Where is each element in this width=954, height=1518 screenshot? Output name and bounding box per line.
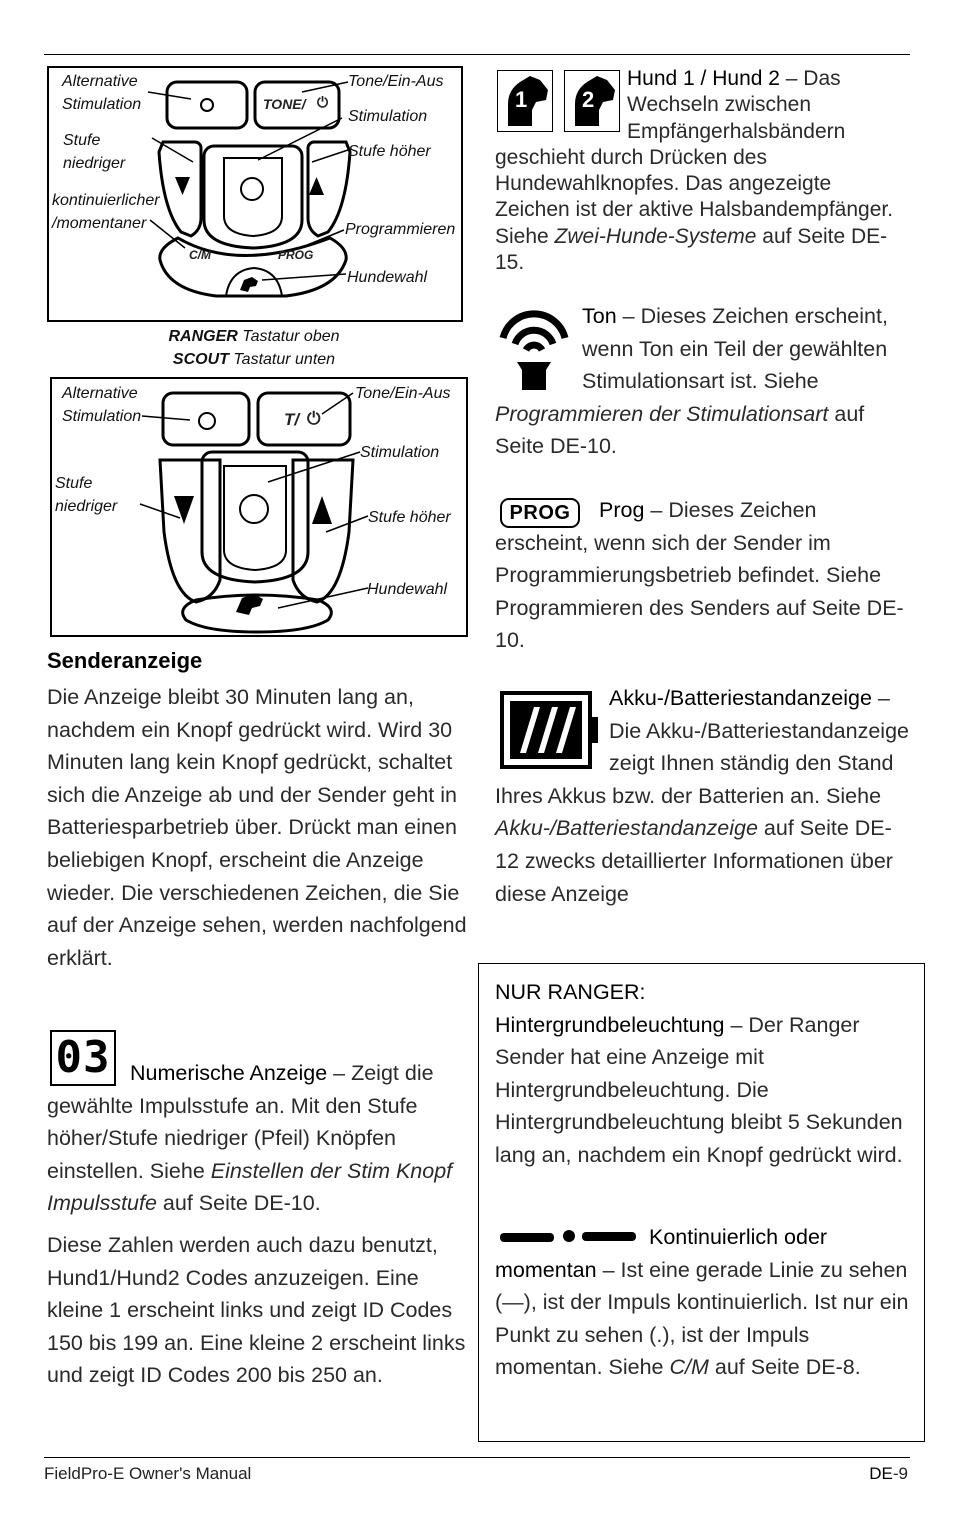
footer-page-prefix: DE	[869, 1464, 893, 1483]
scout-label-stim: Stimulation	[360, 444, 440, 461]
dog-2-number: 2	[582, 87, 595, 112]
hund-paragraph	[495, 66, 907, 276]
ranger-box-paragraph	[495, 976, 910, 1172]
cm-ref: C/M	[669, 1355, 709, 1380]
prog-text: – Dieses Zeichen erscheint, wenn sich der Sender im Programmierungsbetrieb befindet. Siehe Programmieren des Senders auf Seite DE-10.	[495, 498, 904, 653]
ton-text2: auf Seite DE-10.	[495, 401, 865, 459]
numeric-display-digits: 03	[55, 1032, 111, 1083]
ranger-label-alt-stim: Alternative Stimulation	[62, 73, 142, 113]
caption-ranger-rest: Tastatur oben	[237, 328, 340, 345]
akku-text2: auf Seite DE-12 zwecks detaillierter Informationen über diese Anzeige	[495, 816, 893, 906]
scout-label-higher: Stufe höher	[368, 509, 451, 526]
ranger-label-lower: Stufe niedriger	[63, 132, 126, 172]
power-icon: ⏻	[317, 94, 329, 110]
footer-page-number	[869, 1464, 908, 1484]
ton-term: Ton	[582, 304, 617, 328]
ranger-box-title: NUR RANGER:	[495, 980, 646, 1004]
akku-paragraph	[495, 682, 910, 910]
bottom-rule	[44, 1457, 910, 1458]
intro-paragraph	[47, 681, 467, 974]
ranger-label-higher: Stufe höher	[348, 143, 431, 160]
footer-page-suffix: -9	[892, 1464, 908, 1483]
scout-key-tone: T/	[284, 410, 300, 429]
ranger-label-tone: Tone/Ein-Aus	[348, 73, 444, 90]
footer-manual-title: FieldPro-E Owner's Manual	[44, 1464, 252, 1483]
prog-icon-text: PROG	[509, 501, 571, 524]
scout-label-tone: Tone/Ein-Aus	[355, 385, 451, 402]
ton-paragraph	[495, 300, 910, 463]
dog-1-number: 1	[515, 87, 528, 112]
numeric-paragraph	[47, 1057, 467, 1220]
power-icon: ⏻	[307, 409, 321, 428]
numeric-term: Numerische Anzeige	[130, 1061, 328, 1085]
ranger-label-stim: Stimulation	[348, 108, 428, 125]
hund-text2: auf Seite DE-15.	[495, 224, 888, 275]
ranger-key-cm: C/M	[189, 248, 211, 262]
caption-scout: SCOUT	[172, 351, 229, 368]
cm-text1: – Ist eine gerade Linie zu sehen (—), ist der Impuls kontinuierlich. Ist nur ein Punkt zu sehen (.), ist der Impuls momentan. Siehe	[495, 1257, 909, 1380]
cm-text2: auf Seite DE-8.	[708, 1355, 861, 1380]
numeric-text1: – Zeigt die gewählte Impulsstufe an. Mit den Stufe höher/Stufe niedriger (Pfeil) Knöpfen einstellen. Siehe	[47, 1061, 434, 1183]
ranger-label-prog: Programmieren	[345, 221, 456, 238]
ton-text1: – Dieses Zeichen erscheint, wenn Ton ein Teil der gewählten Stimulationsart ist. Siehe	[582, 304, 888, 394]
ranger-label-dog: Hundewahl	[347, 269, 428, 286]
hund-text1: – Das Wechseln zwischen Empfängerhalsbändern geschieht durch Drücken des Hundewahlknopfes. Das angezeigte Zeichen ist der aktive Halsbandempfänger. Siehe	[495, 67, 894, 248]
akku-text1: – Die Akku-/Batteriestandanzeige zeigt Ihnen ständig den Stand Ihres Akkus bzw. der Batterien an. Siehe	[495, 686, 909, 808]
scout-label-alt-stim: Alternative Stimulation	[62, 385, 142, 425]
akku-ref: Akku-/Batteriestandanzeige	[495, 816, 758, 841]
akku-term: Akku-/Batteriestandanzeige	[609, 686, 872, 710]
codes-paragraph	[47, 1229, 467, 1392]
ranger-box-text: – Der Ranger Sender hat eine Anzeige mit Hintergrundbeleuchtung. Die Hintergrundbeleuchtung bleibt 5 Sekunden lang an, nachdem ein Knopf gedrückt wird.	[495, 1012, 903, 1167]
scout-label-dog: Hundewahl	[367, 581, 448, 598]
ton-ref: Programmieren der Stimulationsart	[495, 401, 829, 426]
cm-term: Kontinuierlich oder momentan	[495, 1225, 828, 1282]
ranger-key-prog: PROG	[278, 248, 314, 262]
caption-scout-rest: Tastatur unten	[228, 351, 336, 368]
scout-label-lower: Stufe niedriger	[55, 475, 118, 515]
numeric-text2: auf Seite DE-10.	[156, 1191, 321, 1216]
section-heading: Senderanzeige	[47, 648, 203, 673]
numeric-ref: Einstellen der Stim Knopf Impulsstufe	[47, 1158, 453, 1216]
ranger-box-term: Hintergrundbeleuchtung	[495, 1012, 725, 1037]
prog-term: Prog	[599, 498, 645, 522]
prog-paragraph	[495, 494, 910, 657]
ranger-key-tone: TONE/	[263, 96, 306, 112]
codes-text: Diese Zahlen werden auch dazu benutzt, Hund1/Hund2 Codes anzuzeigen. Eine kleine 1 erscheint links und zeigt ID Codes 150 bis 199 an. Eine kleine 2 erscheint links und zeigt ID Codes 200 bis 250 an.	[47, 1233, 466, 1388]
hund-ref: Zwei-Hunde-Systeme	[554, 224, 757, 248]
cm-paragraph	[495, 1221, 910, 1384]
ranger-label-cm: kontinuierlicher /momentaner	[52, 192, 160, 232]
intro-text: Die Anzeige bleibt 30 Minuten lang an, nachdem ein Knopf gedrückt wird. Wird 30 Minuten lang kein Knopf gedrückt, schaltet sich die Anzeige ab und der Sender geht in Batteriesparbetrieb über. Drückt man einen beliebigen Knopf, erscheint die Anzeige wieder. Die verschiedenen Zeichen, die Sie auf der Anzeige sehen, werden nachfolgend erklärt.	[47, 685, 467, 970]
hund-term: Hund 1 / Hund 2	[627, 67, 780, 90]
caption-ranger: RANGER	[168, 328, 238, 345]
